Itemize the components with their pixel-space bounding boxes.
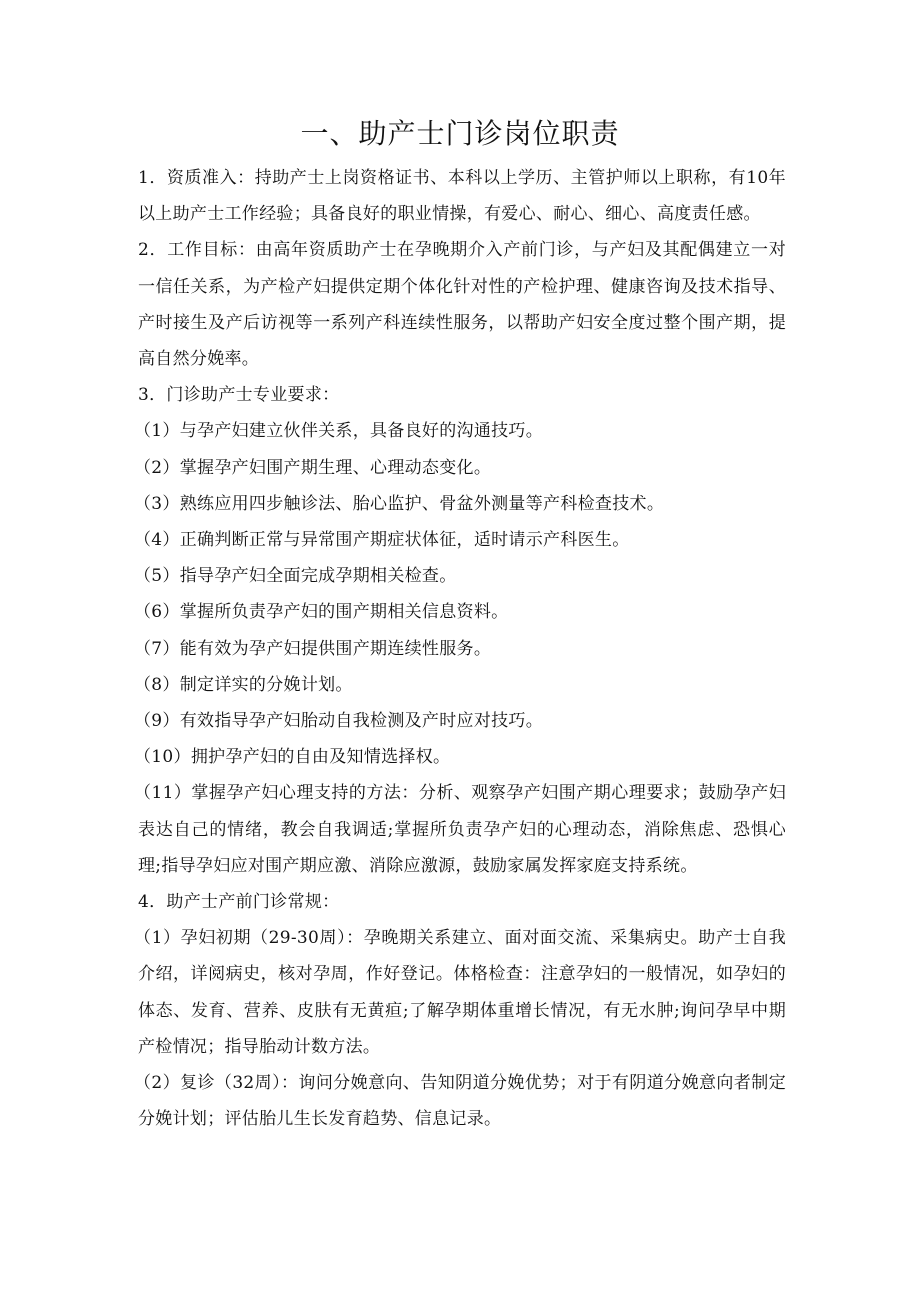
list-item: （2）掌握孕产妇围产期生理、心理动态变化。 [134, 457, 492, 478]
page-title: 一、助产士门诊岗位职责 [300, 117, 620, 150]
list-item: （1）与孕产妇建立伙伴关系，具备良好的沟通技巧。 [134, 421, 544, 442]
paragraph-requirements-heading: 3．门诊助产士专业要求： [138, 385, 340, 406]
list-item: （5）指导孕产妇全面完成孕期相关检查。 [134, 566, 457, 587]
list-item: （7）能有效为孕产妇提供围产期连续性服务。 [134, 638, 492, 659]
list-item: （10）拥护孕产妇的自由及知情选择权。 [134, 747, 451, 768]
list-item: （11）掌握孕产妇心理支持的方法：分析、观察孕产妇围产期心理要求；鼓励孕产妇表达自己的情绪，教会自我调适;掌握所负责孕产妇的心理动态，消除焦虑、恐惧心理;指导孕妇应对围产期应激、消除应激源，鼓励家属发挥家庭支持系统。 [134, 783, 786, 876]
list-item: （6）掌握所负责孕产妇的围产期相关信息资料。 [134, 602, 509, 623]
list-item: （3）熟练应用四步触诊法、胎心监护、骨盆外测量等产科检查技术。 [134, 493, 665, 514]
list-item: （8）制定详实的分娩计划。 [134, 674, 353, 695]
list-item: （2）复诊（32周）：询问分娩意向、告知阴道分娩优势；对于有阴道分娩意向者制定分娩计划；评估胎儿生长发育趋势、信息记录。 [134, 1073, 786, 1130]
list-item: （1）孕妇初期（29-30周）：孕晚期关系建立、面对面交流、采集病史。助产士自我介绍，详阅病史，核对孕周，作好登记。体格检查：注意孕妇的一般情况，如孕妇的体态、发育、营养、皮肤有无黄疸;了解孕期体重增长情况，有无水肿;询问孕早中期产检情况；指导胎动计数方法。 [134, 928, 786, 1057]
paragraph-qualification: 1．资质准入：持助产士上岗资格证书、本科以上学历、主管护师以上职称，有10年以上助产士工作经验；具备良好的职业情操，有爱心、耐心、细心、高度责任感。 [138, 168, 786, 225]
list-item: （9）有效指导孕产妇胎动自我检测及产时应对技巧。 [134, 711, 544, 732]
list-item: （4）正确判断正常与异常围产期症状体征，适时请示产科医生。 [134, 530, 630, 551]
paragraph-work-goal: 2．工作目标：由高年资质助产士在孕晚期介入产前门诊，与产妇及其配偶建立一对一信任关系，为产检产妇提供定期个体化针对性的产检护理、健康咨询及技术指导、产时接生及产后访视等一系列产科连续性服务，以帮助产妇安全度过整个围产期，提高自然分娩率。 [138, 240, 786, 370]
document-body [134, 160, 786, 1137]
paragraph-routine-heading: 4．助产士产前门诊常规： [138, 892, 340, 913]
